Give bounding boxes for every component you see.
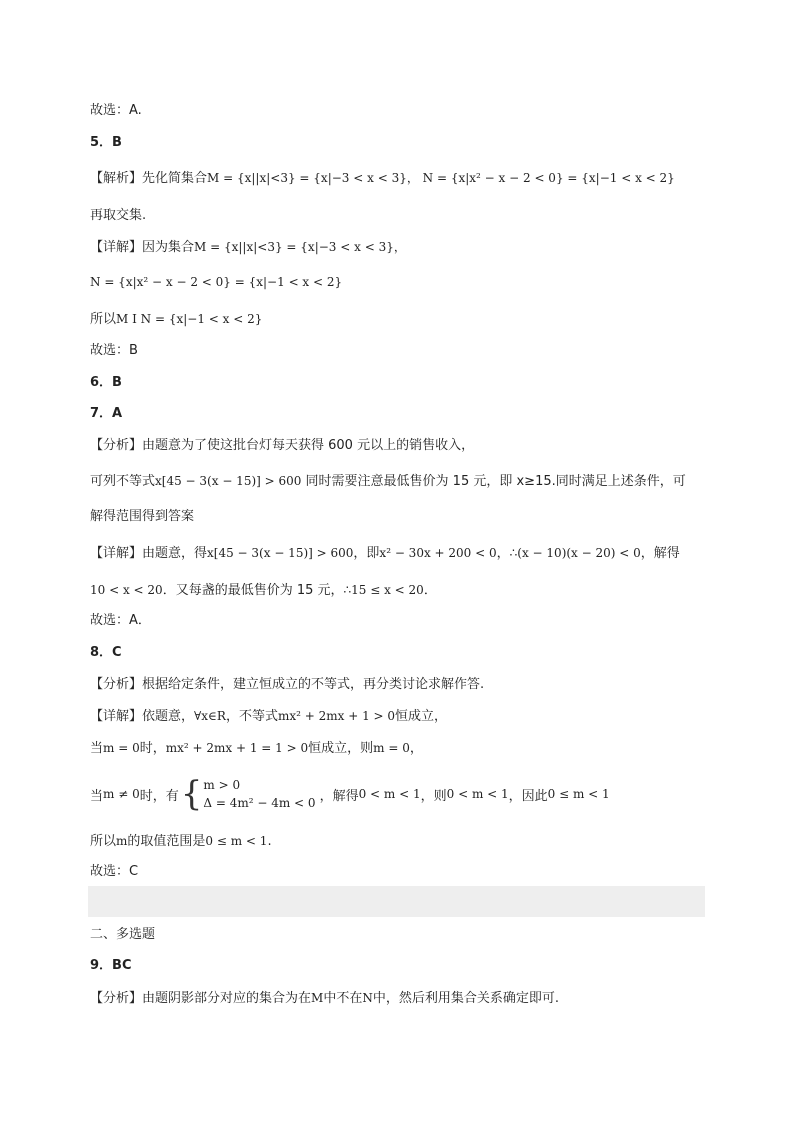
formula: m = 0 xyxy=(373,741,410,755)
text: ， xyxy=(496,546,510,561)
text: 时， xyxy=(139,741,166,756)
text: ．又每盏的最低售价为 15 元， xyxy=(162,583,344,598)
text: 可列不等式 xyxy=(90,474,156,489)
formula: mx² + 2mx + 1 = 1 > 0 xyxy=(165,741,309,755)
formula: 0 ≤ m < 1 xyxy=(205,834,268,848)
text: 恒成立，则 xyxy=(308,741,374,756)
q7-analysis-inequality xyxy=(90,471,686,492)
formula: m = 0 xyxy=(103,741,140,755)
q7-conclusion xyxy=(90,611,151,631)
q7-detail xyxy=(90,543,680,564)
formula: ∴(x − 10)(x − 20) < 0 xyxy=(509,546,641,560)
formula: 0 ≤ m < 1 xyxy=(547,787,610,801)
text: ，即 xyxy=(353,546,380,561)
text: 【分析】由题阴影部分对应的集合为在 xyxy=(90,991,312,1006)
section-divider-band xyxy=(88,886,705,917)
formula: m xyxy=(116,834,128,848)
q7-detail-range xyxy=(90,580,437,601)
question-7-answer xyxy=(90,404,122,424)
q8-range xyxy=(90,831,272,852)
text: 8．C xyxy=(90,645,122,660)
system-line-2: Δ = 4m² − 4m < 0 xyxy=(203,796,316,810)
text: 【详解】由题意，得 xyxy=(90,546,208,561)
text: 二、多选题 xyxy=(90,927,156,942)
text: 中不在 xyxy=(323,991,363,1006)
text: 【分析】由题意为了使这批台灯每天获得 600 元以上的销售收入， xyxy=(90,438,475,453)
system-line-1: m > 0 xyxy=(203,778,241,792)
formula: 0 < m < 1 xyxy=(446,787,509,801)
text: 所以 xyxy=(90,834,117,849)
q5-analysis xyxy=(90,168,675,189)
answer-line-4 xyxy=(90,101,142,121)
q5-detail-intersection xyxy=(90,309,262,330)
q8-conclusion xyxy=(90,862,138,882)
text: 6．B xyxy=(90,375,122,390)
q8-detail xyxy=(90,706,447,727)
text: . xyxy=(267,834,272,849)
text: 时，有 xyxy=(139,788,179,804)
question-8-answer xyxy=(90,643,122,663)
text: 同时需要注意最低售价为 15 元，即 x≥15.同时满足上述条件，可 xyxy=(301,474,686,489)
text: 故选：B xyxy=(90,343,138,358)
formula: x[45 − 3(x − 15)] > 600 xyxy=(155,474,302,488)
formula: ∀x∈R xyxy=(194,709,226,723)
formula: M xyxy=(311,991,324,1005)
text: 故选：A． xyxy=(90,613,151,628)
text: 9．BC xyxy=(90,958,132,973)
q5-detail-n xyxy=(90,272,342,293)
question-5-answer xyxy=(90,133,122,153)
text: ，不等式 xyxy=(225,709,278,724)
text: 故选：C xyxy=(90,864,139,879)
formula: N = {x|x² − x − 2 < 0} = {x|−1 < x < 2} xyxy=(90,275,343,289)
formula: mx² + 2mx + 1 > 0 xyxy=(277,709,396,723)
section-title-multiple-choice xyxy=(90,925,155,945)
text: 当 xyxy=(90,741,104,756)
formula: M = {x||x|<3} = {x|−3 < x < 3}， N = {x|x² − x − 2 < 0} = {x|−1 < x < 2} xyxy=(207,171,675,185)
formula: ∴15 ≤ x < 20 xyxy=(343,583,424,597)
text: ，解得 xyxy=(640,546,680,561)
text: 恒成立， xyxy=(395,709,448,724)
text: 当 xyxy=(90,788,104,804)
formula: N xyxy=(362,991,373,1005)
q5-analysis-cont xyxy=(90,206,146,226)
text: ． xyxy=(423,583,437,598)
text: 所以 xyxy=(90,312,117,327)
text: 解得范围得到答案 xyxy=(90,509,195,524)
formula: x[45 − 3(x − 15)] > 600 xyxy=(207,546,354,560)
q8-case-m-zero xyxy=(90,738,423,759)
q8-case-m-nonzero xyxy=(90,772,610,816)
text: 【详解】依题意， xyxy=(90,709,195,724)
text: 5．B xyxy=(90,135,122,150)
q9-analysis xyxy=(90,988,559,1009)
formula: x² − 30x + 200 < 0 xyxy=(379,546,497,560)
text: ，因此 xyxy=(508,788,548,804)
formula: 0 < m < 1 xyxy=(358,787,421,801)
inequality-system xyxy=(203,776,315,812)
text: ，解得 xyxy=(319,788,359,804)
text: 【分析】根据给定条件，建立恒成立的不等式，再分类讨论求解作答. xyxy=(90,677,485,692)
text: 的取值范围是 xyxy=(127,834,206,849)
question-9-answer xyxy=(90,956,132,976)
text: ，则 xyxy=(420,788,447,804)
formula: 10 < x < 20 xyxy=(90,583,163,597)
formula: M I N = {x|−1 < x < 2} xyxy=(116,312,263,326)
text: 【详解】因为集合 xyxy=(90,240,195,255)
q7-analysis xyxy=(90,436,474,456)
formula: M = {x||x|<3} = {x|−3 < x < 3}， xyxy=(194,240,406,254)
q7-analysis-cont xyxy=(90,507,194,527)
q5-detail xyxy=(90,237,406,258)
question-6-answer xyxy=(90,373,122,393)
text: 【解析】先化简集合 xyxy=(90,171,208,186)
formula: m ≠ 0 xyxy=(103,787,140,801)
text: 故选：A. xyxy=(90,103,142,118)
left-brace-icon: { xyxy=(180,774,203,814)
text: 再取交集. xyxy=(90,208,147,223)
text: 中，然后利用集合关系确定即可. xyxy=(372,991,559,1006)
text: 7．A xyxy=(90,406,123,421)
text: ， xyxy=(409,741,423,756)
q5-conclusion xyxy=(90,341,138,361)
q8-analysis xyxy=(90,675,484,695)
